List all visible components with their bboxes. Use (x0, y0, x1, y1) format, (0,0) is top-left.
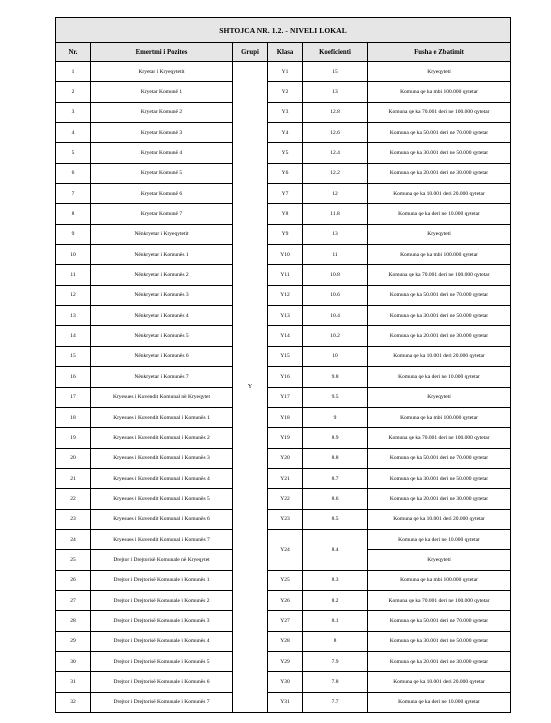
table-row (56, 224, 511, 244)
cell-koeficienti: 12.8 (303, 102, 368, 122)
column-header-klasa: Klasa (268, 43, 303, 62)
cell-pozita: Kryetar Komunë 6 (91, 184, 233, 204)
cell-koeficienti: 11.8 (303, 204, 368, 224)
cell-fusha: Komuna qe ka 10.001 deri 20.000 qytetar (368, 509, 511, 529)
table-row (56, 245, 511, 265)
table-row (56, 672, 511, 692)
cell-nr: 31 (56, 672, 91, 692)
table-row (56, 346, 511, 366)
cell-klasa: Y8 (268, 204, 303, 224)
cell-pozita: Nënkryetar i Kryeqytetit (91, 224, 233, 244)
cell-fusha: Komuna qe ka 30.001 deri ne 50.000 qytetar (368, 468, 511, 488)
cell-nr: 4 (56, 123, 91, 143)
cell-pozita: Nënkryetar i Komunës 4 (91, 306, 233, 326)
cell-fusha: Komuna qe ka 10.001 deri 20.000 qytetar (368, 184, 511, 204)
cell-nr: 22 (56, 489, 91, 509)
table-row (56, 143, 511, 163)
cell-nr: 30 (56, 651, 91, 671)
cell-koeficienti: 12 (303, 184, 368, 204)
cell-klasa: Y28 (268, 631, 303, 651)
table-row (56, 651, 511, 671)
cell-koeficienti: 10.4 (303, 306, 368, 326)
cell-pozita: Kryetar Komunë 1 (91, 82, 233, 102)
table-row (56, 326, 511, 346)
cell-fusha: Komuna qe ka 70.001 deri ne 100.000 qytetar (368, 102, 511, 122)
table-row (56, 428, 511, 448)
cell-fusha: Komuna qe ka 20.001 deri ne 30.000 qytetar (368, 489, 511, 509)
document-page (55, 17, 511, 713)
cell-fusha: Komuna qe ka 70.001 deri ne 100.000 qytetar (368, 590, 511, 610)
table-row (56, 306, 511, 326)
cell-pozita: Drejtor i Drejtorisë Komunale i Komunës 4 (91, 631, 233, 651)
cell-fusha: Komuna qe ka 30.001 deri ne 50.000 qytetar (368, 306, 511, 326)
cell-klasa: Y7 (268, 184, 303, 204)
cell-koeficienti: 8.3 (303, 570, 368, 590)
cell-koeficienti: 9 (303, 407, 368, 427)
cell-klasa: Y31 (268, 692, 303, 712)
cell-fusha: Komuna qe ka 20.001 deri ne 30.000 qytetar (368, 326, 511, 346)
cell-klasa: Y26 (268, 590, 303, 610)
cell-koeficienti: 8.9 (303, 428, 368, 448)
column-header-nr: Nr. (56, 43, 91, 62)
cell-klasa: Y27 (268, 611, 303, 631)
cell-klasa: Y18 (268, 407, 303, 427)
table-row (56, 611, 511, 631)
column-header-emertimi: Emertmi i Pozites (91, 43, 233, 62)
cell-pozita: Kryetar Komunë 7 (91, 204, 233, 224)
cell-pozita: Nënkryetar i Komunës 5 (91, 326, 233, 346)
cell-grupi: Y (233, 62, 268, 713)
cell-nr: 2 (56, 82, 91, 102)
table-row (56, 509, 511, 529)
cell-nr: 14 (56, 326, 91, 346)
cell-koeficienti: 12.4 (303, 143, 368, 163)
cell-fusha: Kryeqyteti (368, 62, 511, 82)
cell-koeficienti: 8 (303, 631, 368, 651)
cell-pozita: Drejtor i Drejtorisë Komunale i Komunës 2 (91, 590, 233, 610)
table-row (56, 590, 511, 610)
table-title: SHTOJCA NR. 1.2. - NIVELI LOKAL (56, 18, 511, 43)
cell-nr: 16 (56, 367, 91, 387)
column-header-grupi: Grupi (233, 43, 268, 62)
cell-fusha: Kryeqyteti (368, 387, 511, 407)
cell-pozita: Kryesues i Kuvendit Komunal i Komunës 4 (91, 468, 233, 488)
cell-nr: 17 (56, 387, 91, 407)
cell-nr: 11 (56, 265, 91, 285)
cell-fusha: Komuna qe ka 70.001 deri ne 100.000 qytetar (368, 265, 511, 285)
cell-pozita: Drejtor i Drejtorisë Komunale i Komunës 6 (91, 672, 233, 692)
cell-pozita: Kryesues i Kuvendit Komunal i Komunës 6 (91, 509, 233, 529)
cell-nr: 7 (56, 184, 91, 204)
cell-fusha: Komuna qe ka deri ne 10.000 qytetar (368, 529, 511, 549)
cell-fusha: Komuna qe ka 20.001 deri ne 30.000 qytetar (368, 651, 511, 671)
cell-pozita: Nënkryetar i Komunës 6 (91, 346, 233, 366)
cell-koeficienti: 8.5 (303, 509, 368, 529)
table-row (56, 265, 511, 285)
cell-klasa: Y24 (268, 529, 303, 570)
table-row (56, 123, 511, 143)
cell-pozita: Drejtor i Drejtorisë Komunale në Kryeqytet (91, 550, 233, 570)
cell-nr: 6 (56, 163, 91, 183)
cell-fusha: Komuna qe ka deri ne 10.000 qytetar (368, 204, 511, 224)
cell-fusha: Komuna qe ka mbi 100.000 qytetar (368, 82, 511, 102)
cell-pozita: Kryesues i Kuvendit Komunal i Komunës 7 (91, 529, 233, 549)
cell-pozita: Kryetar Komunë 2 (91, 102, 233, 122)
cell-fusha: Komuna qe ka deri ne 10.000 qytetar (368, 367, 511, 387)
table-row (56, 204, 511, 224)
cell-pozita: Kryesues i Kuvendit Komunal i Komunës 1 (91, 407, 233, 427)
cell-fusha: Komuna qe ka 30.001 deri ne 50.000 qytetar (368, 631, 511, 651)
table-row (56, 692, 511, 712)
cell-fusha: Komuna qe ka 10.001 deri 20.000 qytetar (368, 672, 511, 692)
cell-koeficienti: 10.2 (303, 326, 368, 346)
cell-nr: 26 (56, 570, 91, 590)
cell-nr: 9 (56, 224, 91, 244)
cell-klasa: Y10 (268, 245, 303, 265)
cell-koeficienti: 10 (303, 346, 368, 366)
cell-fusha: Komuna qe ka deri ne 10.000 qytetar (368, 692, 511, 712)
cell-fusha: Komuna qe ka 50.001 deri ne 70.000 qytetar (368, 448, 511, 468)
cell-nr: 5 (56, 143, 91, 163)
cell-pozita: Kryetar Komunë 5 (91, 163, 233, 183)
cell-koeficienti: 8.2 (303, 590, 368, 610)
cell-pozita: Kryetar i Kryeqytetit (91, 62, 233, 82)
cell-koeficienti: 15 (303, 62, 368, 82)
cell-nr: 21 (56, 468, 91, 488)
cell-klasa: Y6 (268, 163, 303, 183)
cell-fusha: Komuna qe ka 50.001 deri ne 70.000 qytetar (368, 611, 511, 631)
table-row (56, 387, 511, 407)
table-body (56, 62, 511, 713)
cell-nr: 32 (56, 692, 91, 712)
cell-nr: 19 (56, 428, 91, 448)
cell-koeficienti: 8.8 (303, 448, 368, 468)
cell-nr: 25 (56, 550, 91, 570)
cell-klasa: Y14 (268, 326, 303, 346)
cell-koeficienti: 7.7 (303, 692, 368, 712)
cell-pozita: Nënkryetar i Komunës 1 (91, 245, 233, 265)
cell-pozita: Kryesues i Kuvendit Komunal i Komunës 2 (91, 428, 233, 448)
cell-nr: 27 (56, 590, 91, 610)
table-row (56, 468, 511, 488)
cell-klasa: Y30 (268, 672, 303, 692)
cell-fusha: Kryeqyteti (368, 224, 511, 244)
cell-nr: 28 (56, 611, 91, 631)
cell-pozita: Kryetar Komunë 4 (91, 143, 233, 163)
cell-koeficienti: 8.6 (303, 489, 368, 509)
cell-klasa: Y23 (268, 509, 303, 529)
cell-nr: 29 (56, 631, 91, 651)
cell-fusha: Komuna qe ka 70.001 deri ne 100.000 qytetar (368, 428, 511, 448)
cell-koeficienti: 10.6 (303, 285, 368, 305)
cell-klasa: Y3 (268, 102, 303, 122)
table-row (56, 407, 511, 427)
cell-fusha: Komuna qe ka 10.001 deri 20.000 qytetar (368, 346, 511, 366)
cell-fusha: Komuna qe ka 20.001 deri ne 30.000 qytetar (368, 163, 511, 183)
table-row (56, 529, 511, 549)
cell-klasa: Y2 (268, 82, 303, 102)
cell-klasa: Y19 (268, 428, 303, 448)
cell-koeficienti: 8.4 (303, 529, 368, 570)
cell-nr: 13 (56, 306, 91, 326)
table-row (56, 489, 511, 509)
table-row (56, 631, 511, 651)
cell-koeficienti: 9.8 (303, 367, 368, 387)
cell-koeficienti: 10.8 (303, 265, 368, 285)
table-row (56, 285, 511, 305)
cell-fusha: Komuna qe ka 50.001 deri ne 70.000 qytetar (368, 123, 511, 143)
table-row (56, 102, 511, 122)
cell-pozita: Drejtor i Drejtorisë Komunale i Komunës 7 (91, 692, 233, 712)
cell-klasa: Y29 (268, 651, 303, 671)
cell-fusha: Kryeqyteti (368, 550, 511, 570)
cell-koeficienti: 13 (303, 82, 368, 102)
cell-fusha: Komuna qe ka 30.001 deri ne 50.000 qytetar (368, 143, 511, 163)
cell-nr: 12 (56, 285, 91, 305)
table-row (56, 184, 511, 204)
salary-table (55, 17, 511, 713)
cell-nr: 8 (56, 204, 91, 224)
cell-koeficienti: 8.1 (303, 611, 368, 631)
cell-klasa: Y22 (268, 489, 303, 509)
cell-klasa: Y21 (268, 468, 303, 488)
cell-koeficienti: 7.9 (303, 651, 368, 671)
cell-nr: 1 (56, 62, 91, 82)
cell-fusha: Komuna qe ka mbi 100.000 qytetar (368, 407, 511, 427)
cell-pozita: Kryesues i Kuvendit Komunal i Komunës 5 (91, 489, 233, 509)
cell-pozita: Drejtor i Drejtorisë Komunale i Komunës 1 (91, 570, 233, 590)
cell-koeficienti: 12.6 (303, 123, 368, 143)
cell-koeficienti: 13 (303, 224, 368, 244)
cell-klasa: Y5 (268, 143, 303, 163)
cell-nr: 23 (56, 509, 91, 529)
table-row (56, 570, 511, 590)
cell-klasa: Y16 (268, 367, 303, 387)
column-header-fusha: Fusha e Zbatimit (368, 43, 511, 62)
cell-pozita: Drejtor i Drejtorisë Komunale i Komunës 5 (91, 651, 233, 671)
cell-pozita: Drejtor i Drejtorisë Komunale i Komunës 3 (91, 611, 233, 631)
cell-klasa: Y11 (268, 265, 303, 285)
cell-koeficienti: 12.2 (303, 163, 368, 183)
cell-pozita: Nënkryetar i Komunës 7 (91, 367, 233, 387)
table-row (56, 82, 511, 102)
cell-klasa: Y15 (268, 346, 303, 366)
cell-koeficienti: 11 (303, 245, 368, 265)
cell-klasa: Y4 (268, 123, 303, 143)
cell-klasa: Y12 (268, 285, 303, 305)
table-row (56, 448, 511, 468)
cell-nr: 3 (56, 102, 91, 122)
column-header-koeficienti: Koeficienti (303, 43, 368, 62)
cell-klasa: Y20 (268, 448, 303, 468)
cell-klasa: Y9 (268, 224, 303, 244)
cell-koeficienti: 9.5 (303, 387, 368, 407)
cell-klasa: Y13 (268, 306, 303, 326)
cell-nr: 18 (56, 407, 91, 427)
table-row (56, 62, 511, 82)
table-row (56, 367, 511, 387)
cell-pozita: Kryesues i Kuvendit Komunal në Kryeqytet (91, 387, 233, 407)
cell-klasa: Y1 (268, 62, 303, 82)
cell-nr: 20 (56, 448, 91, 468)
cell-pozita: Nënkryetar i Komunës 2 (91, 265, 233, 285)
cell-koeficienti: 7.8 (303, 672, 368, 692)
cell-fusha: Komuna qe ka mbi 100.000 qytetar (368, 245, 511, 265)
cell-klasa: Y25 (268, 570, 303, 590)
cell-pozita: Nënkryetar i Komunës 3 (91, 285, 233, 305)
cell-nr: 24 (56, 529, 91, 549)
cell-nr: 15 (56, 346, 91, 366)
cell-fusha: Komuna qe ka mbi 100.000 qytetar (368, 570, 511, 590)
cell-koeficienti: 8.7 (303, 468, 368, 488)
cell-pozita: Kryetar Komunë 3 (91, 123, 233, 143)
cell-fusha: Komuna qe ka 50.001 deri ne 70.000 qytetar (368, 285, 511, 305)
cell-nr: 10 (56, 245, 91, 265)
table-row (56, 163, 511, 183)
cell-klasa: Y17 (268, 387, 303, 407)
cell-pozita: Kryesues i Kuvendit Komunal i Komunës 3 (91, 448, 233, 468)
